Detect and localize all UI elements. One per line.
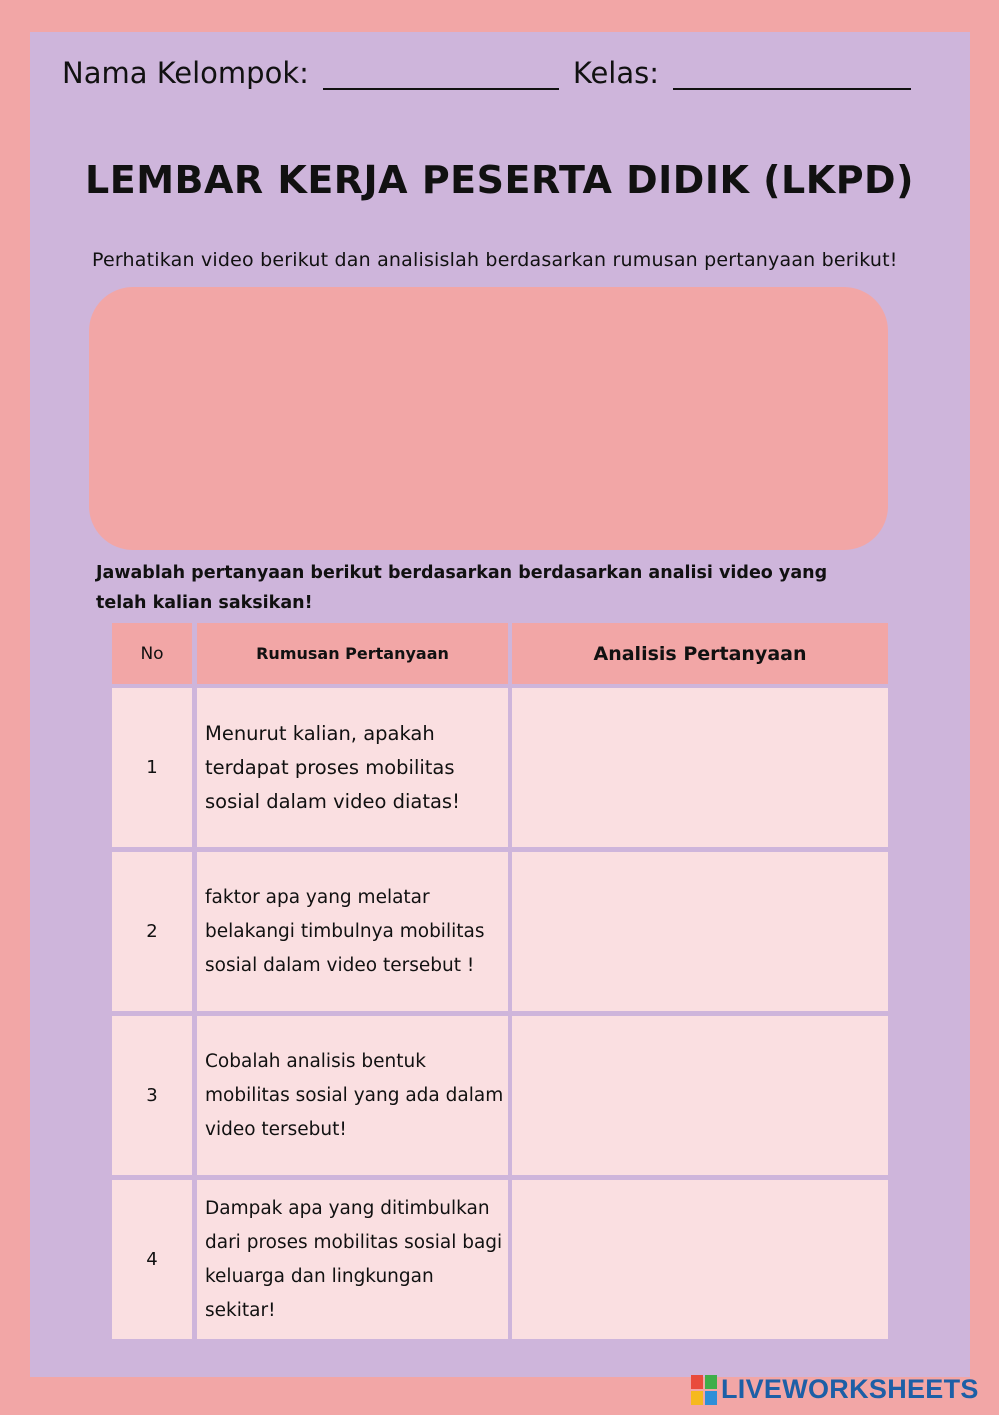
answer-instruction-line-1: Jawablah pertanyaan berikut berdasarkan berdasarkan analisi video yang xyxy=(96,563,828,583)
row-number: 3 xyxy=(112,1016,192,1175)
answer-instruction xyxy=(96,558,896,618)
header-no: No xyxy=(112,623,192,684)
liveworksheets-mark-icon xyxy=(691,1375,717,1405)
page-title: LEMBAR KERJA PESERTA DIDIK (LKPD) xyxy=(85,158,914,202)
row-number: 1 xyxy=(112,688,192,847)
row-number: 2 xyxy=(112,852,192,1011)
row-analysis-answer[interactable] xyxy=(512,688,888,847)
header-line xyxy=(62,56,911,90)
row-question: Dampak apa yang ditimbulkan dari proses mobilitas sosial bagi keluarga dan lingkungan sekitar! xyxy=(197,1180,508,1339)
liveworksheets-logo xyxy=(691,1374,979,1405)
logo-text: LIVEWORKSHEETS xyxy=(721,1374,979,1404)
row-question: faktor apa yang melatar belakangi timbulnya mobilitas sosial dalam video tersebut ! xyxy=(197,852,508,1011)
header-analysis: Analisis Pertanyaan xyxy=(512,623,888,684)
video-placeholder[interactable] xyxy=(89,287,888,550)
row-question: Menurut kalian, apakah terdapat proses mobilitas sosial dalam video diatas! xyxy=(197,688,508,847)
row-analysis-answer[interactable] xyxy=(512,1016,888,1175)
header-question: Rumusan Pertanyaan xyxy=(197,623,508,684)
row-analysis-answer[interactable] xyxy=(512,1180,888,1339)
class-field[interactable] xyxy=(673,60,911,90)
row-number: 4 xyxy=(112,1180,192,1339)
row-analysis-answer[interactable] xyxy=(512,852,888,1011)
row-question: Cobalah analisis bentuk mobilitas sosial yang ada dalam video tersebut! xyxy=(197,1016,508,1175)
class-label: Kelas: xyxy=(572,56,660,90)
group-name-field[interactable] xyxy=(323,60,559,90)
group-name-label: Nama Kelompok: xyxy=(62,56,309,90)
video-instruction: Perhatikan video berikut dan analisislah berdasarkan rumusan pertanyaan berikut! xyxy=(92,249,898,271)
answer-instruction-line-2: telah kalian saksikan! xyxy=(96,593,313,613)
